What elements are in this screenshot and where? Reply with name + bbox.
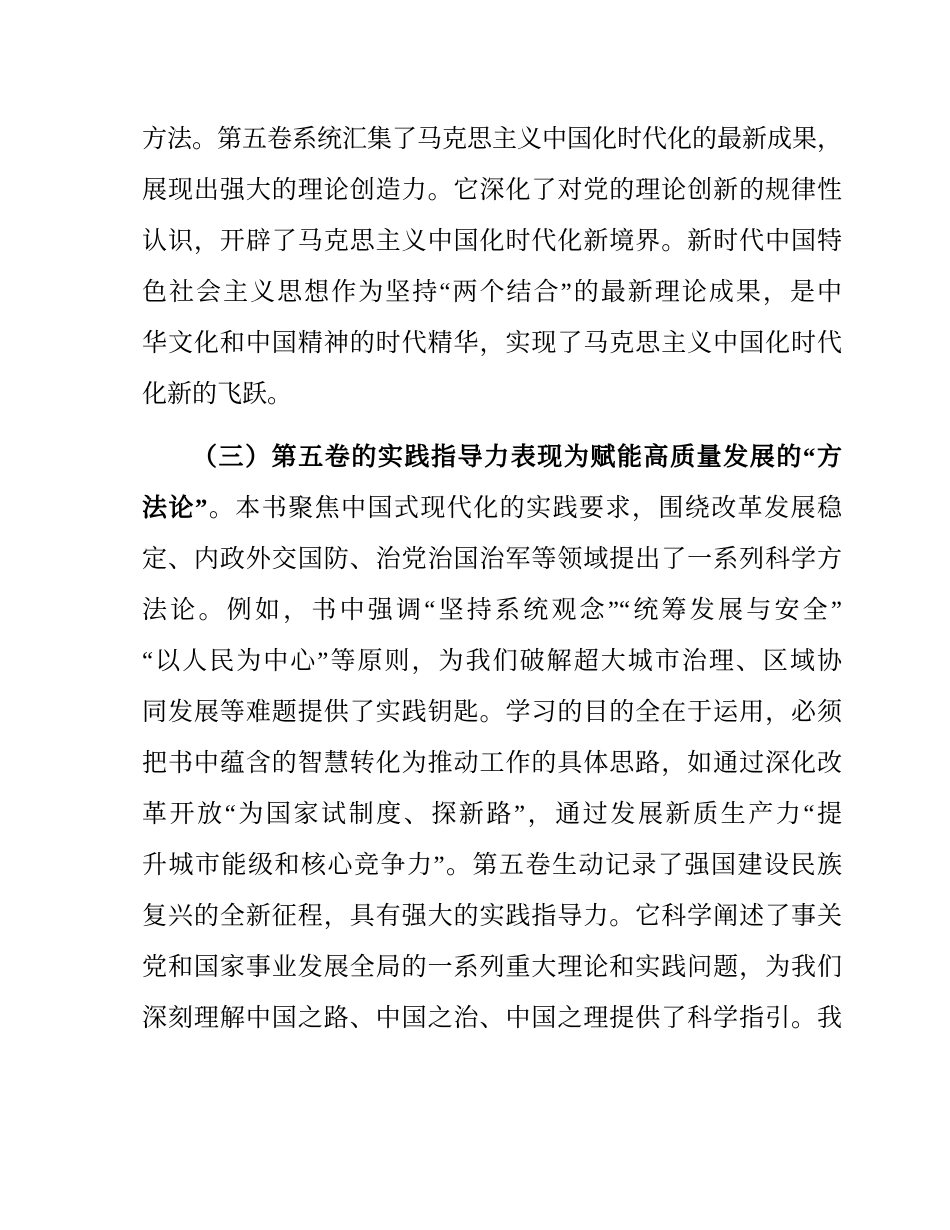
text-run: “以人民为中心”等原则，为我们破解超大城市治理、区域协 [142,648,842,675]
text-line [142,318,842,369]
text-run: 复兴的全新征程，具有强大的实践指导力。它科学阐述了事关 [142,903,842,930]
text-run: 。本书聚焦中国式现代化的实践要求，围绕改革发展稳 [207,495,842,522]
text-run: 同发展等难题提供了实践钥匙。学习的目的全在于运用，必须 [142,699,842,726]
text-line [142,942,842,993]
text-line [142,687,842,738]
bold-text-run: 法论” [142,495,208,522]
text-run: 法论。例如，书中强调“坚持系统观念”“统筹发展与安全” [142,597,842,624]
text-run: 升城市能级和核心竞争力”。第五卷生动记录了强国建设民族 [142,852,842,879]
text-run: 把书中蕴含的智慧转化为推动工作的具体思路，如通过深化改 [142,750,842,777]
text-line [142,891,842,942]
text-line [142,114,842,165]
text-line [142,840,842,891]
text-line [142,738,842,789]
paragraph-section-three-practice [142,432,842,1044]
text-line [142,369,842,420]
text-run: 革开放“为国家试制度、探新路”，通过发展新质生产力“提 [142,801,842,828]
text-line [142,432,842,483]
text-line [142,483,842,534]
text-run: 定、内政外交国防、治党治国治军等领域提出了一系列科学方 [142,546,842,573]
text-run: 色社会主义思想作为坚持“两个结合”的最新理论成果，是中 [142,279,842,306]
text-run: 党和国家事业发展全局的一系列重大理论和实践问题，为我们 [142,954,842,981]
text-line [142,789,842,840]
text-line [142,585,842,636]
text-run: 认识，开辟了马克思主义中国化时代化新境界。新时代中国特 [142,228,842,255]
text-run: 深刻理解中国之路、中国之治、中国之理提供了科学指引。我 [142,1005,842,1032]
text-line [142,216,842,267]
text-run: 化新的飞跃。 [142,381,293,408]
text-line [142,165,842,216]
bold-text-run: （三）第五卷的实践指导力表现为赋能高质量发展的“方 [192,444,842,471]
text-line [142,636,842,687]
text-line [142,267,842,318]
paragraph-theory-achievement [142,114,842,420]
document-text-block [142,114,842,1044]
text-line [142,993,842,1044]
text-run: 方法。第五卷系统汇集了马克思主义中国化时代化的最新成果， [142,126,843,153]
text-line [142,534,842,585]
text-run: 展现出强大的理论创造力。它深化了对党的理论创新的规律性 [142,177,842,204]
text-run: 华文化和中国精神的时代精华，实现了马克思主义中国化时代 [142,330,842,357]
